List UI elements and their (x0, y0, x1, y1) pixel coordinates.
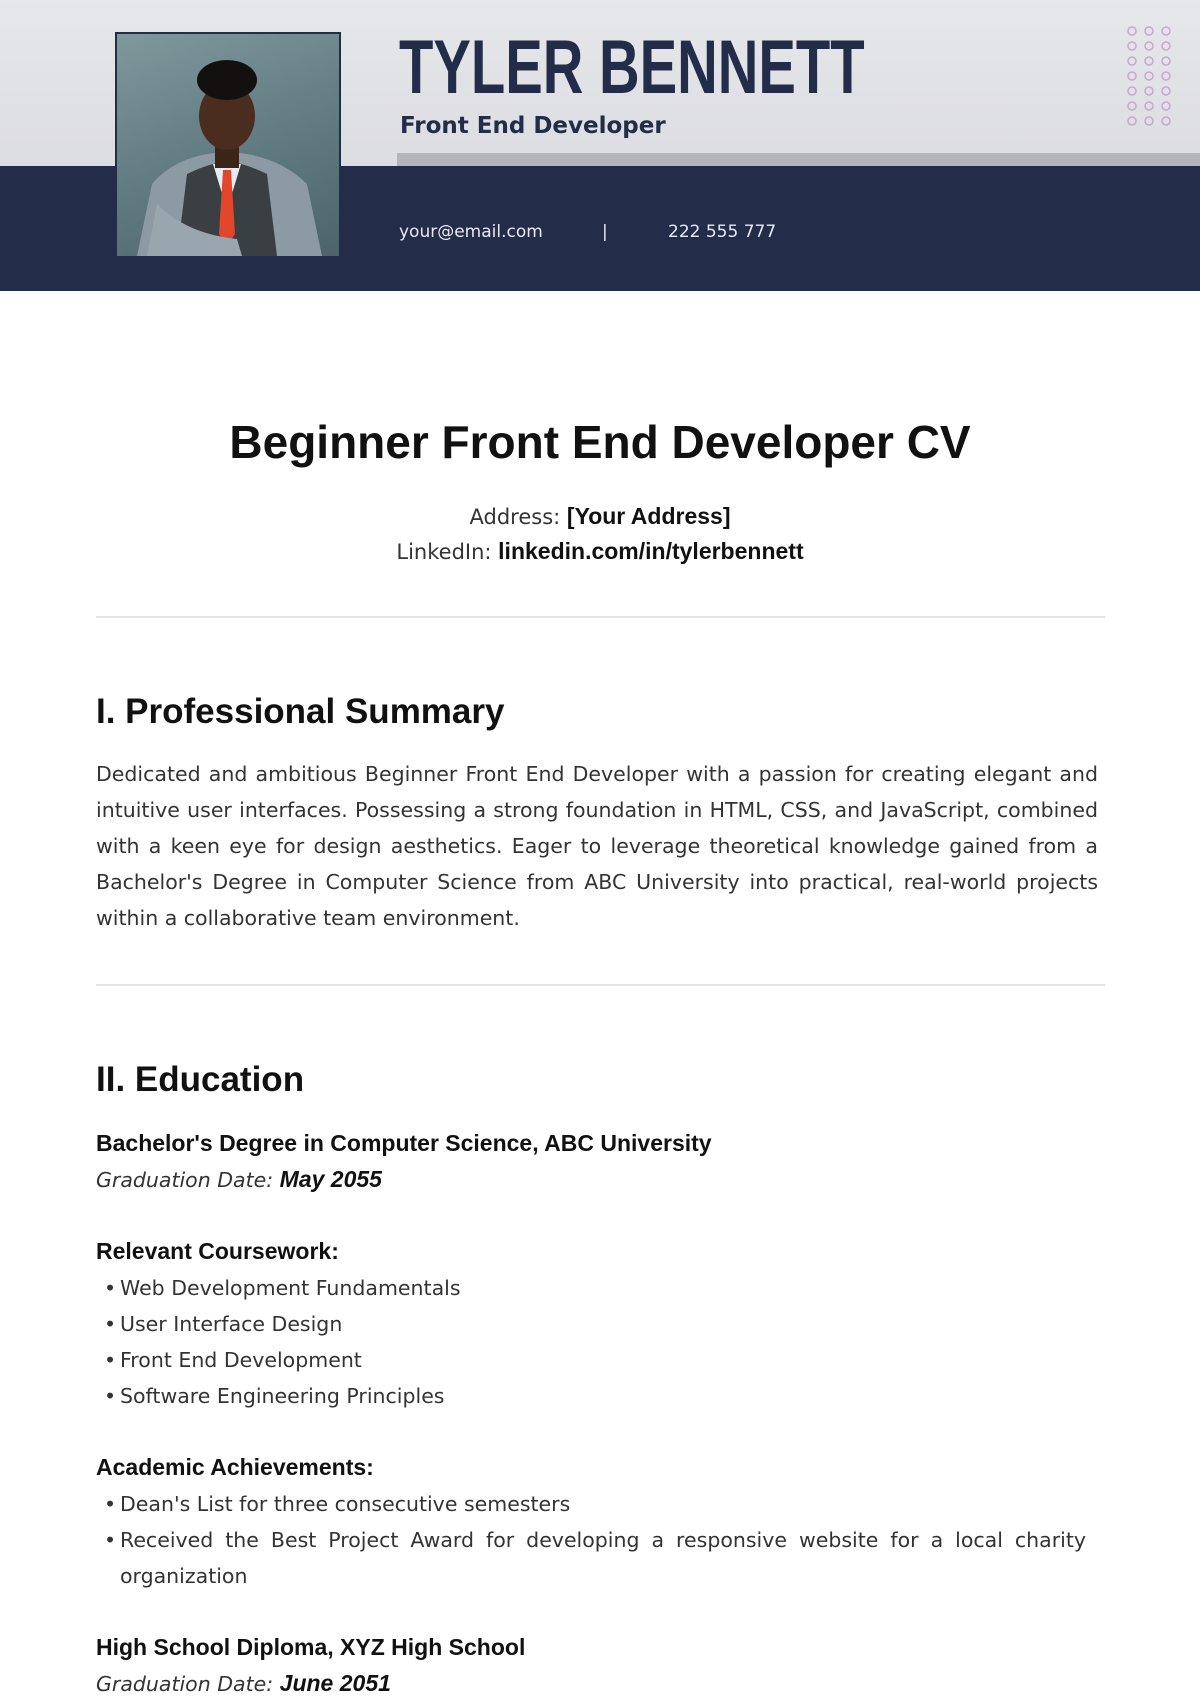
page-title: Beginner Front End Developer CV (229, 416, 971, 468)
list-item: • Web Development Fundamentals (96, 1270, 1086, 1306)
summary-text: Dedicated and ambitious Beginner Front End Developer with a passion for creating elegant and intuitive user interfaces. Possessing a strong foundation in HTML, CSS, and JavaScript, combined with a keen eye for design aesthetics. Eager to leverage theoretical knowledge gained from a Bachelor's Degree in Computer Science from ABC University into practical, real-world projects within a collaborative team environment. (96, 762, 1098, 930)
decorative-dot (1128, 87, 1136, 95)
candidate-role: Front End Developer (400, 113, 666, 139)
hs-grad-label: Graduation Date: (96, 1672, 274, 1696)
list-item: • User Interface Design (96, 1306, 1086, 1342)
decorative-dot (1128, 27, 1136, 35)
header-divider (397, 153, 1200, 166)
contact-separator: | (602, 222, 608, 242)
address-label: Address: (469, 505, 561, 529)
education-heading: II. Education (96, 1060, 305, 1099)
decorative-dot (1162, 87, 1170, 95)
decorative-dot (1145, 87, 1153, 95)
highschool-title: High School Diploma, XYZ High School (96, 1634, 526, 1660)
decorative-dot (1162, 72, 1170, 80)
decorative-dot (1128, 42, 1136, 50)
linkedin-label: LinkedIn: (396, 540, 492, 564)
list-item: • Software Engineering Principles (96, 1378, 1086, 1414)
achievements-list (96, 1486, 1086, 1594)
list-item: • Front End Development (96, 1342, 1086, 1378)
hs-grad-date: June 2051 (279, 1670, 391, 1696)
decorative-dot (1128, 57, 1136, 65)
decorative-dot (1145, 57, 1153, 65)
list-item: • Received the Best Project Award for developing a responsive website for a local charity organization (96, 1522, 1086, 1594)
decorative-dot (1162, 27, 1170, 35)
section-divider (96, 616, 1105, 618)
degree-title: Bachelor's Degree in Computer Science, ABC University (96, 1130, 712, 1156)
achievements-heading: Academic Achievements: (96, 1454, 374, 1480)
decorative-dot (1162, 102, 1170, 110)
list-item: • Dean's List for three consecutive semesters (96, 1486, 1086, 1522)
decorative-dot (1162, 57, 1170, 65)
decorative-dot (1145, 27, 1153, 35)
decorative-dot (1128, 102, 1136, 110)
contact-email[interactable]: your@email.com (399, 222, 543, 242)
degree-graduation (96, 1162, 382, 1197)
summary-heading: I. Professional Summary (96, 692, 505, 731)
decorative-dot (1145, 102, 1153, 110)
grad-date: May 2055 (279, 1166, 382, 1192)
decorative-dot (1145, 117, 1153, 125)
grad-label: Graduation Date: (96, 1168, 274, 1192)
candidate-name: TYLER BENNETT (399, 25, 865, 110)
decorative-dot (1145, 42, 1153, 50)
linkedin-link[interactable]: linkedin.com/in/tylerbennett (498, 538, 804, 564)
coursework-heading: Relevant Coursework: (96, 1238, 339, 1264)
decorative-dot (1162, 42, 1170, 50)
address-value: [Your Address] (566, 503, 731, 529)
coursework-list (96, 1270, 1086, 1414)
linkedin-line (0, 535, 1200, 568)
decorative-dot (1128, 72, 1136, 80)
decorative-dot (1162, 117, 1170, 125)
profile-photo (115, 32, 341, 258)
highschool-graduation (96, 1666, 391, 1701)
decorative-dots-icon (1126, 25, 1174, 129)
decorative-dot (1145, 72, 1153, 80)
person-portrait-icon (117, 34, 339, 256)
contact-phone[interactable]: 222 555 777 (668, 222, 777, 242)
section-divider (96, 984, 1105, 986)
decorative-dot (1128, 117, 1136, 125)
address-line (0, 500, 1200, 533)
